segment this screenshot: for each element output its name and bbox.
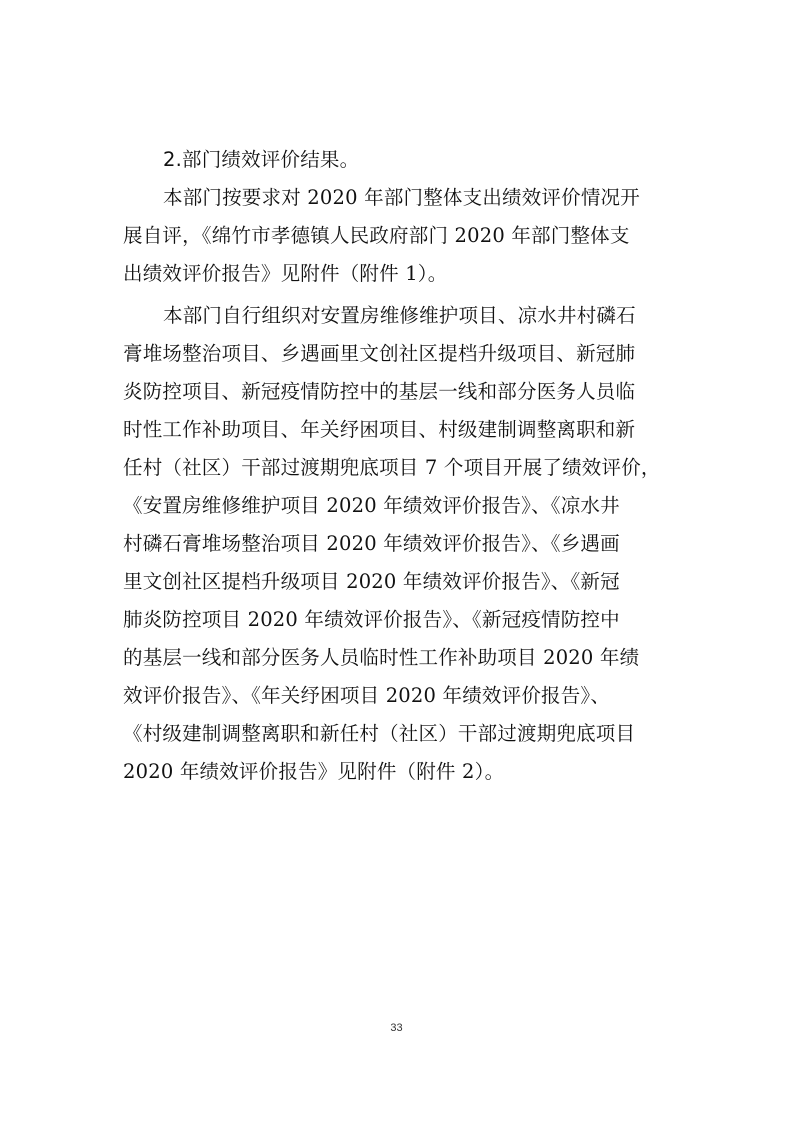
paragraph-2-line-3: 炎防控项目、新冠疫情防控中的基层一线和部分医务人员临 <box>123 380 636 403</box>
paragraph-2-line-11: 效评价报告》、《年关纾困项目 2020 年绩效评价报告》、 <box>123 684 611 707</box>
paragraph-2-line-10: 的基层一线和部分医务人员临时性工作补助项目 2020 年绩 <box>123 646 640 669</box>
page-number: 33 <box>390 1022 403 1034</box>
paragraph-2-line-9: 肺炎防控项目 2020 年绩效评价报告》、《新冠疫情防控中 <box>123 608 620 631</box>
paragraph-1-line-2: 展自评，《绵竹市孝德镇人民政府部门 2020 年部门整体支 <box>123 224 630 247</box>
paragraph-2-line-12: 《村级建制调整离职和新任村（社区）干部过渡期兜底项目 <box>123 722 636 745</box>
paragraph-2-line-2: 膏堆场整治项目、乡遇画里文创社区提档升级项目、新冠肺 <box>123 342 636 365</box>
paragraph-2-line-8: 里文创社区提档升级项目 2020 年绩效评价报告》、《新冠 <box>123 570 620 593</box>
paragraph-2-line-13: 2020 年绩效评价报告》见附件（附件 2）。 <box>123 760 505 783</box>
paragraph-2-line-6: 《安置房维修维护项目 2020 年绩效评价报告》、《凉水井 <box>123 494 620 517</box>
paragraph-2-line-5: 任村（社区）干部过渡期兜底项目 7 个项目开展了绩效评价， <box>123 456 661 479</box>
paragraph-1-line-1: 本部门按要求对 2020 年部门整体支出绩效评价情况开 <box>163 186 640 209</box>
paragraph-2-line-1: 本部门自行组织对安置房维修维护项目、凉水井村磷石 <box>163 304 636 327</box>
paragraph-1-line-3: 出绩效评价报告》见附件（附件 1）。 <box>123 262 448 285</box>
paragraph-2-line-4: 时性工作补助项目、年关纾困项目、村级建制调整离职和新 <box>123 418 636 441</box>
section-heading: 2.部门绩效评价结果。 <box>163 148 360 171</box>
paragraph-2-line-7: 村磷石膏堆场整治项目 2020 年绩效评价报告》、《乡遇画 <box>123 532 620 555</box>
